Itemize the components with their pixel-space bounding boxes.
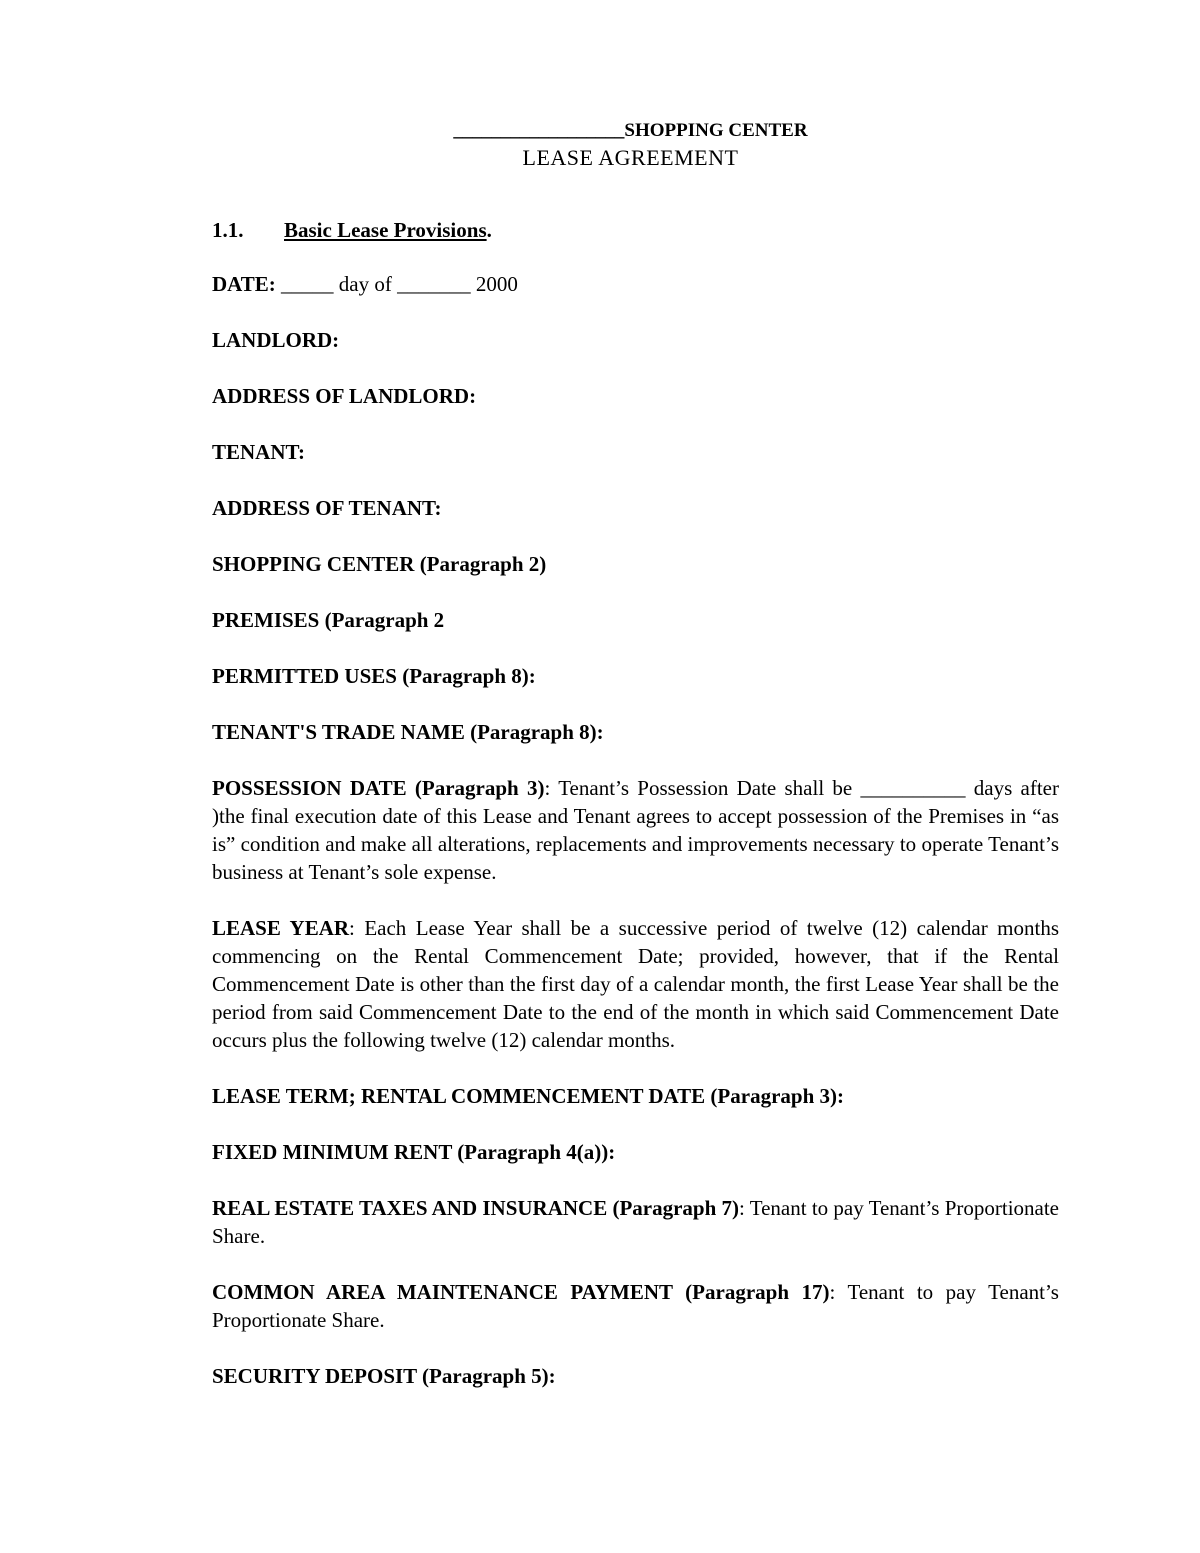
field-label: ADDRESS OF TENANT: (212, 496, 442, 520)
field-label: TENANT: (212, 440, 305, 464)
field-label: FIXED MINIMUM RENT (Paragraph 4(a)): (212, 1140, 616, 1164)
field-date (212, 270, 1059, 298)
field-permitted-uses (212, 662, 1059, 690)
document-page (212, 118, 1059, 1390)
field-label: SECURITY DEPOSIT (Paragraph 5): (212, 1364, 556, 1388)
field-premises (212, 606, 1059, 634)
field-security-deposit (212, 1362, 1059, 1390)
field-tenants-trade-name (212, 718, 1059, 746)
section-number: 1.1. (212, 218, 244, 242)
field-label: POSSESSION DATE (Paragraph 3) (212, 776, 545, 800)
field-body: : Tenant to pay Tenant’s Proportionate Share. (212, 1196, 1060, 1248)
field-tenant (212, 438, 1059, 466)
field-shopping-center (212, 550, 1059, 578)
section-title: Basic Lease Provisions (284, 218, 487, 242)
field-address-of-landlord (212, 382, 1059, 410)
field-label: LANDLORD: (212, 328, 340, 352)
field-possession-date (212, 774, 1059, 886)
field-landlord (212, 326, 1059, 354)
section-heading (212, 216, 1059, 244)
field-label: PERMITTED USES (Paragraph 8): (212, 664, 536, 688)
field-address-of-tenant (212, 494, 1059, 522)
field-body: _____ day of _______ 2000 (275, 272, 518, 296)
field-common-area-maintenance (212, 1278, 1059, 1334)
field-lease-year (212, 914, 1059, 1054)
field-label: LEASE TERM; RENTAL COMMENCEMENT DATE (Paragraph 3): (212, 1084, 844, 1108)
field-body: : Tenant to pay Tenant’s Proportionate Share. (212, 1280, 1059, 1332)
field-label: PREMISES (Paragraph 2 (212, 608, 445, 632)
shopping-center-title: __________________SHOPPING CENTER (453, 120, 808, 141)
field-fixed-minimum-rent (212, 1138, 1059, 1166)
field-label: ADDRESS OF LANDLORD: (212, 384, 477, 408)
field-body: : Tenant’s Possession Date shall be __________ days after )the final execution date of this Lease and Tenant agrees to accept possession of the Premises in “as is” condition and make all alterations, replacements and improvements necessary to operate Tenant’s business at Tenant’s sole expense. (212, 776, 1059, 884)
field-body: : Each Lease Year shall be a successive period of twelve (12) calendar months commencing on the Rental Commencement Date; provided, however, that if the Rental Commencement Date is other than the first day of a calendar month, the first Lease Year shall be the period from said Commencement Date to the end of the month in which said Commencement Date occurs plus the following twelve (12) calendar months. (212, 916, 1060, 1052)
field-label: COMMON AREA MAINTENANCE PAYMENT (Paragraph 17) (212, 1280, 830, 1304)
field-label: LEASE YEAR (212, 916, 350, 940)
field-label: SHOPPING CENTER (Paragraph 2) (212, 552, 547, 576)
field-label: TENANT'S TRADE NAME (Paragraph 8): (212, 720, 604, 744)
field-label: DATE: (212, 272, 276, 296)
field-real-estate-taxes (212, 1194, 1059, 1250)
field-label: REAL ESTATE TAXES AND INSURANCE (Paragraph 7) (212, 1196, 740, 1220)
document-title: LEASE AGREEMENT (522, 145, 739, 170)
field-lease-term (212, 1082, 1059, 1110)
section-title-suffix: . (486, 218, 492, 242)
